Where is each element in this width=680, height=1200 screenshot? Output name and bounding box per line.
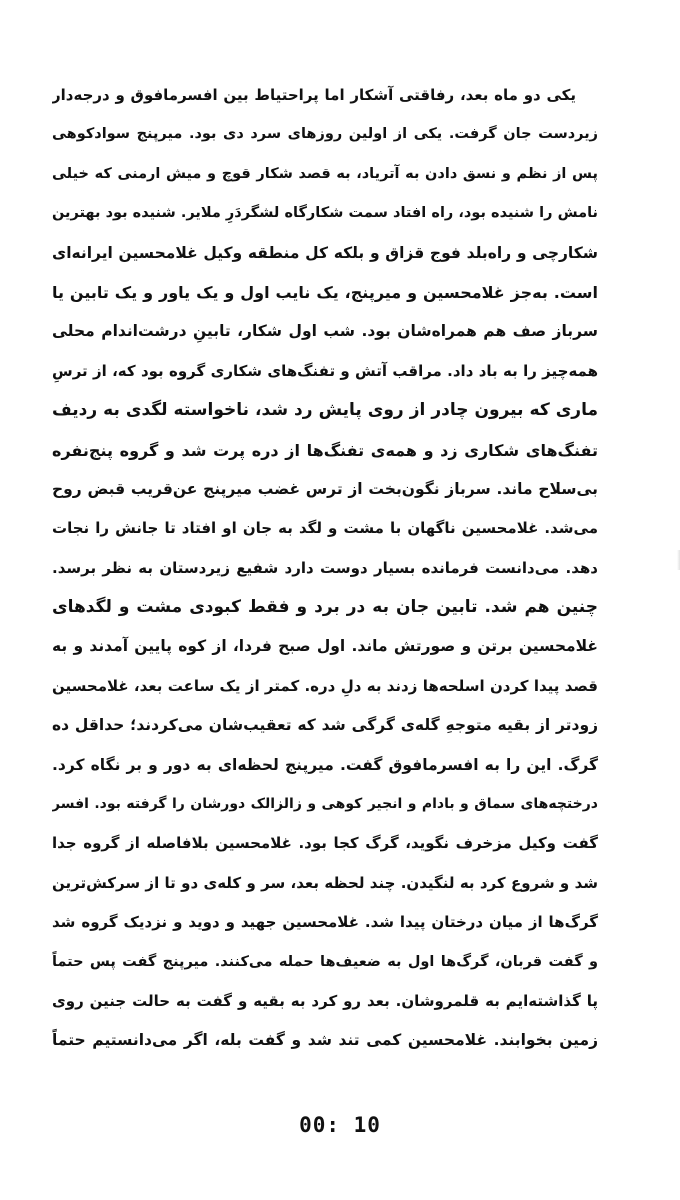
text-line: زودتر از بقیه متوجهِ گله‌ی گرگی شد که تعقیب‌شان می‌کردند؛ حداقل ده <box>52 716 598 735</box>
text-line: گرگ. این را به افسرمافوق گفت. میرپنج لحظه‌ای به دور و بر نگاه کرد. <box>52 755 598 774</box>
text-line: شد و شروع کرد به لنگیدن. چند لحظه بعد، سر و کله‌ی دو تا از سرکش‌ترین <box>52 873 598 892</box>
text-line: چنین هم شد. تابین جان به در برد و فقط کبودی مشت و لگدهای <box>52 597 598 618</box>
text-line: ماری که بیرون چادر از روی پایش رد شد، ناخواسته لگدی به ردیف <box>52 400 598 421</box>
text-line: قصد پیدا کردن اسلحه‌ها زدند به دلِ دره. کمتر از یک ساعت بعد، غلامحسین <box>52 676 598 695</box>
text-line: دهد. می‌دانست فرمانده بسیار دوست دارد شفیع زیردستان به نظر برسد. <box>52 558 598 577</box>
text-line: است. به‌جز غلامحسین و میرپنج، یک نایب اول و یک یاور و یک تابین یا <box>52 282 598 302</box>
text-line: تفنگ‌های شکاری زد و همه‌ی تفنگ‌ها از دره پرت شد و گروه پنج‌نفره <box>52 440 598 460</box>
text-line: نامش را شنیده بود، راه افتاد سمت شکارگاه لشگردَرِ ملایر. شنیده بود بهترین <box>52 205 598 222</box>
text-line: یکی دو ماه بعد، رفاقتی آشکار اما پراحتیاط بین افسرمافوق و درجه‌دار <box>52 86 576 104</box>
text-line: درختچه‌های سماق و بادام و انجیر کوهی و زالزالک دورشان را گرفته بود. افسر <box>52 796 598 813</box>
text-line: زیردست جان گرفت. یکی از اولین روزهای سرد دی بود. میرپنج سوادکوهی <box>52 126 598 143</box>
text-line: می‌شد. غلامحسین ناگهان با مشت و لگد به جان او افتاد تا جانش را نجات <box>52 519 598 538</box>
text-line: سرباز صف هم همراه‌شان بود. شب اول شکار، تابینِ درشت‌اندام محلی <box>52 322 598 341</box>
text-line: بی‌سلاح ماند. سرباز نگون‌بخت از ترس غضب میرپنج عن‌قریب قبض روح <box>52 479 598 498</box>
text-line: گفت وکیل مزخرف نگوید، گرگ کجا بود. غلامحسین بلافاصله از گروه جدا <box>52 834 598 853</box>
text-line: گرگ‌ها از میان درختان پیدا شد. غلامحسین جهید و دوید و نزدیک گروه شد <box>52 913 598 932</box>
body-text <box>52 76 598 1061</box>
text-line: و گفت قربان، گرگ‌ها اول به ضعیف‌ها حمله می‌کنند. میرپنج گفت پس حتماً <box>52 953 598 970</box>
text-line: پس از نظم و نسق دادن به آتریاد، به قصد شکار قوچ و میش ارمنی که خیلی <box>52 165 598 182</box>
text-line: غلامحسین برتن و صورتش ماند. اول صبح فردا، از کوه پایین آمدند و به <box>52 637 598 656</box>
text-line: شکارچی و راه‌بلد فوج قزاق و بلکه کل منطقه وکیل غلامحسین ایرانه‌ای <box>52 243 598 262</box>
text-line: پا گذاشته‌ایم به قلمروشان. بعد رو کرد به بقیه و گفت به حالت جنین روی <box>52 991 598 1010</box>
page-number: 00: 10 <box>299 1113 381 1137</box>
text-line: زمین بخوابند. غلامحسین کمی تند شد و گفت بله، اگر می‌دانستیم حتماً <box>52 1031 598 1050</box>
text-line: همه‌چیز را به باد داد. مراقب آتش و تفنگ‌های شکاری گروه بود که، از ترسِ <box>52 361 598 380</box>
